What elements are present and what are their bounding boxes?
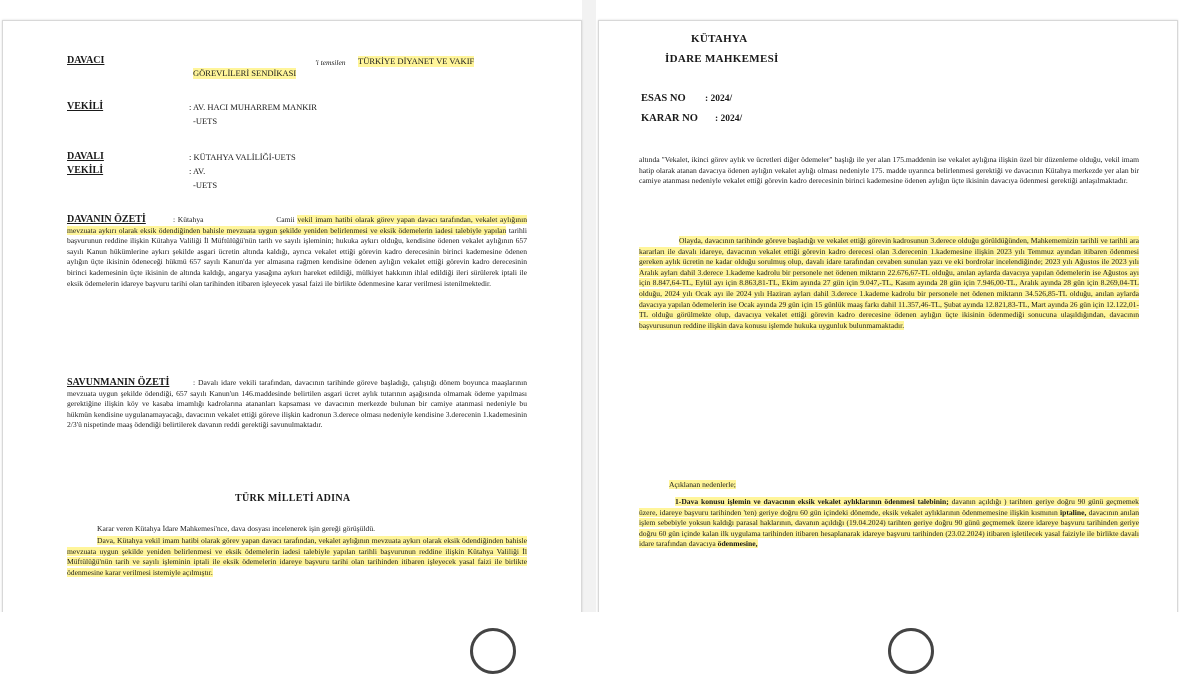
right-paragraph-1: altında "Vekalet, ikinci görev aylık ve ücretleri diğer ödemeler" başlığı ile yer alan 175.maddenin ise vekalet aylığına ilişkin özel bir düzenleme olduğu, vekil imam hatip olarak atanan davacıya ödenen aylığın vekalet aylığı olması nedeniyle 175. madde uyarınca belirlenmesi gerektiği ve davacının Kütahya merkezde yer alan bir camiye atanması nedeniyle vekalet ettiği görevin kadro derecesinin birinci kademesine ödenen aylığın üçte ikisinin davacıya ödenmesi gerektiği anlaşılmaktadır.	[639, 155, 1139, 186]
document-page-right	[598, 20, 1178, 614]
savunma-label: SAVUNMANIN ÖZETİ	[67, 377, 170, 388]
karar-no-label: KARAR NO	[641, 113, 698, 124]
esas-label: ESAS NO	[641, 93, 686, 104]
court-name: İDARE MAHKEMESİ	[665, 53, 779, 65]
millet-title: TÜRK MİLLETİ ADINA	[235, 493, 351, 504]
hukum-bold-3: ödenmesine,	[717, 539, 758, 549]
vekili2-uets: -UETS	[193, 180, 218, 190]
davaci-value: TÜRKİYE DİYANET VE VAKIF	[358, 56, 475, 66]
davali-value: : KÜTAHYA VALİLİĞİ-UETS	[189, 152, 296, 162]
savunma-paragraph: : Davalı idare vekili tarafından, davacının tarihinde göreve başladığı, çalıştığı dönem boyunca maaşlarının mevzuata uygun şekilde ödendiği, 657 sayılı Kanun'un 146.maddesinde belirtilen asgari ücret aylık tutarının aşağısında olmamak ödeme yapılması gerektiğine ilişkin köy ve kasaba imamlığı kadrolarına atananları kapsaması ve davacının merkezde bulunan bir camiye atanmasi nedeniyle bu hükmün kendisine uygulanamayacağı, davacının vekalet ettiği göreve ilişkin kadronun 3.derece olması nedeniyle kendisine 3.derecenin 1.kademesinin 2/3'ü nispetinde maaş ödendiği belirtilerek davanın reddi gerektiği savunulmaktadır.	[67, 378, 527, 430]
vekili-value: : AV. HACI MUHARREM MANKIR	[189, 102, 317, 112]
document-page-left	[2, 20, 582, 614]
hukum-rest-2: davacının anılan işlem sebebiyle yoksun kaldığı parasal haklarının, davanın açıldığı (19.04.2024) tarihten geriye doğru 90 günü geçmemek üzere idareye başvuru tarihinden geriye doğru 60 gün içinde kalan ilk uygulama tarihinden itibaren hesaplanarak idareye başvuru tarihinden (23.02.2024) itibaren işletilecek yasal faiziyle ile birlikte davalı idare tarafından davacıya	[639, 507, 1139, 549]
hukum-bold-1: 1-Dava konusu işlemin ve davacının eksik vekalet aylıklarının ödenmesi talebinin;	[675, 497, 949, 506]
ozet-p1a: : Kütahya	[173, 215, 204, 224]
vekili-uets: -UETS	[193, 116, 218, 126]
ozet-label: DAVANIN ÖZETİ	[67, 214, 146, 225]
karar-intro: Karar veren Kütahya İdare Mahkemesi'nce, dava dosyası incelenerek işin gereği görüşüldü.	[97, 524, 376, 533]
aciklanan-text: Açıklanan nedenlerle;	[669, 480, 736, 489]
davali-label: DAVALI	[67, 151, 104, 162]
page-gap	[582, 0, 596, 648]
bottom-circle-icon-2	[888, 628, 934, 674]
ozet-rest: tarihli başvurunun reddine ilişkin Kütahya Valiliği İl Müftülüğü'nün tarih ve sayılı işleminin; hukuka aykırı olduğu, kendisine ödenen vekalet aylığının 657 sayılı Kanun hükümlerine aykırı şekilde asgari ücretin altında kaldığı, ayrıca vekalet ettiği görevin kadro derecesinin birinci kademesine ödenen aylığın üçte ikisinin ödeneceği hükmü 657 sayılı Kanun'da yer almasına rağmen kendisine ödenen aylığın vekalet ettiği görevin kadro derecesinin birinci kademesinin üçte ikisinin de altında kaldığı, angarya yasağına aykırı hareket edildiği, mülkiyet hakkının ihlal edildiği ileri sürülerek iptali ile eksik ödemelerin idareye başvuru tarihi olan tarihinden itibaren işleyecek yasal faizi ile birlikte ödenmesine karar verilmesi istenilmektedir.	[67, 225, 527, 288]
ozet-p1b: Camii	[276, 215, 295, 224]
hukum-bold-2: iptaline,	[1060, 507, 1087, 517]
karar-no-value: : 2024/	[715, 114, 743, 124]
court-city: KÜTAHYA	[691, 33, 748, 45]
davaci-label: DAVACI	[67, 55, 105, 66]
bottom-strip	[0, 612, 1179, 648]
hukum-rest-1: davanın açıldığı ) tarihten geriye doğru 90 günü geçmemek üzere, idareye başvuru tarihinden 'ten) geriye doğru 60 gün içindeki dönemde, eksik vekalet aylıklarının ödenmemesine ilişkin kısmının	[639, 497, 1139, 517]
bottom-circle-icon	[470, 628, 516, 674]
vekili-label: VEKİLİ	[67, 101, 104, 112]
aciklanan-nedenlerle	[669, 480, 1129, 491]
davaci-mid: 'i temsilen	[315, 58, 346, 67]
karar-highlight: Dava, Kütahya vekil imam hatibi olarak görev yapan davacı tarafından, vekalet aylığının mevzuata aykırı olarak eksik ödendiğinden bahisle mevzuata uygun şekilde yeniden belirlenmesi ve eksik ödemelerin iadesi talebiyle yapılan tarihli başvurunun reddine ilişkin Kütahya Valiliği İl Müftülüğü'nün tarih ve sayılı işleminin iptali ile eksik ödemelerin idareye başvuru tarihi olan tarihinden itibaren işleyecek yasal faizi ile birlikte ödenmesine karar verilmesi istemiyle açılmıştır.	[67, 536, 527, 577]
esas-value: : 2024/	[705, 94, 733, 104]
karar-paragraph	[67, 536, 527, 578]
ozet-paragraph	[67, 215, 527, 289]
davaci-value-2: GÖREVLİLERİ SENDİKASI	[193, 68, 297, 78]
right-paragraph-2	[639, 236, 1139, 331]
right-p2-highlight: Olayda, davacının tarihinde göreve başladığı ve vekalet ettiği görevin kadrosunun 3.derece olduğu görüldüğünden, Mahkememizin tarihli ve tarihli ara kararları ile davalı idareye, davacının vekalet ettiği görevin kadro derecesi olan 3.derecenin 1.kademesine ilişkin 2023 yılı Temmuz ayından itibaren ödenmesi gereken aylık ücretin ne kadar olduğu sorulmuş olup, davalı idare tarafından cevaben sunulan yazı ve eki bordrolar incelendiğinde; 2023 yılı Ağustos ile 2023 yılı Aralık ayları dahil 3.derece 1.kademe kadrolu bir personele net ödenen miktarın 22.676,67-TL olduğu, anılan aylarda davacıya yapılan ödemelerin ise Ağustos ayı için 8.847,64-TL, Eylül ayı için 8.863,81-TL, Ekim ayında 27 gün için 9.047,-TL, Kasım ayında 28 gün için 7.946,00-TL, Aralık ayında 28 gün için 8.269,04-TL olduğu, 2024 yılı Ocak ayı ile 2024 yılı Haziran ayları dahil 3.derece 1.kademe kadrolu bir personele net ödenen miktarın 34.526,85-TL olduğu, anılan aylarda davacıya yapılan ödemelerin ise Ocak ayında 29 gün için 15 günlük maaş farkı dahil 11.357,46-TL, Şubat ayında 12.821,83-TL, Mart ayında 26 gün için 12.122,01-TL olduğu görülmekte olup, davacıya vekalet ettiği görevin kadro derecesine ödenen aylığın üçte ikisinin ödenmediği sonucuna ulaşıldığından, davacının başvurusunun reddine ilişkin dava konusu işlemde hukuka uygunluk bulunmamaktadır.	[639, 236, 1139, 330]
hukum-paragraph	[639, 497, 1139, 550]
vekili2-value: : AV.	[189, 166, 206, 176]
vekili2-label: VEKİLİ	[67, 165, 104, 176]
ozet-highlight: vekil imam hatibi olarak görev yapan davacı tarafından, vekalet aylığının mevzuata aykırı olarak eksik ödendiğinden bahisle mevzuata uygun şekilde yeniden belirlenmesi ve eksik ödemelerin iadesi talebiyle yapılan	[67, 215, 528, 235]
